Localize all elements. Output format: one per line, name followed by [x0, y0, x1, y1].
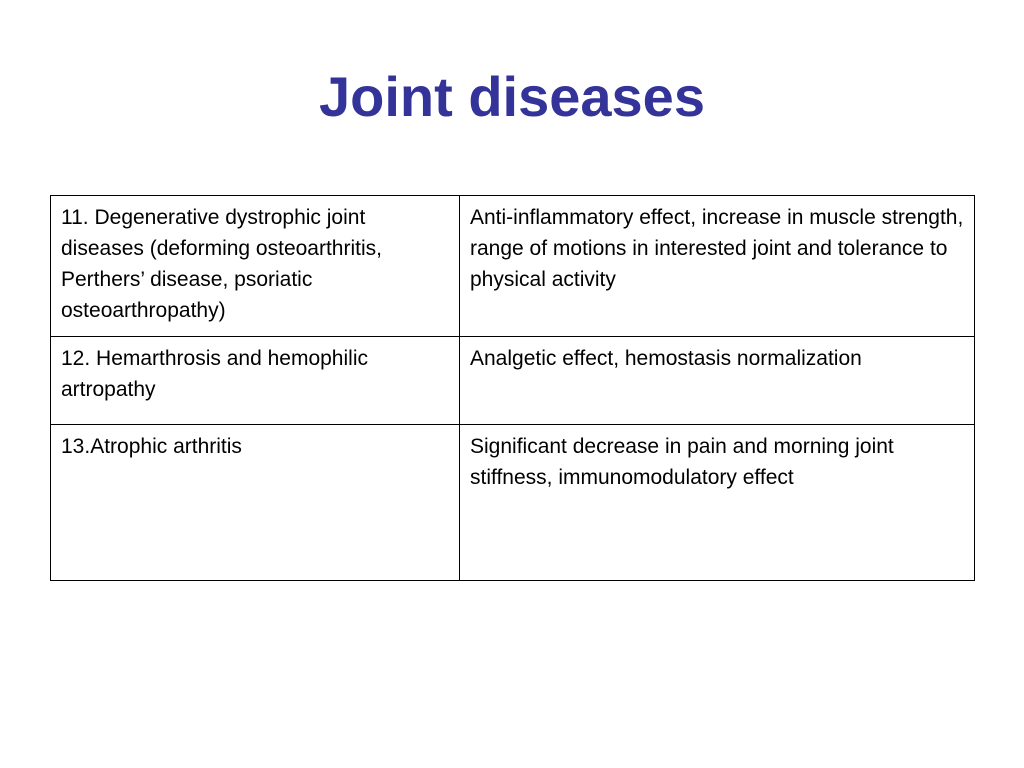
effect-cell: Anti-inflammatory effect, increase in muscle strength, range of motions in interested joint and tolerance to physical activity: [460, 196, 975, 337]
diseases-table: [50, 195, 975, 581]
disease-cell: 11. Degenerative dystrophic joint diseases (deforming osteoarthritis, Perthers’ disease, psoriatic osteoarthropathy): [51, 196, 460, 337]
table-row: [51, 425, 975, 581]
disease-cell: 13.Atrophic arthritis: [51, 425, 460, 581]
effect-cell: Analgetic effect, hemostasis normalization: [460, 337, 975, 425]
effect-cell: Significant decrease in pain and morning joint stiffness, immunomodulatory effect: [460, 425, 975, 581]
table-row: [51, 337, 975, 425]
slide-title: Joint diseases: [319, 65, 705, 128]
table-row: [51, 196, 975, 337]
disease-cell: 12. Hemarthrosis and hemophilic artropathy: [51, 337, 460, 425]
